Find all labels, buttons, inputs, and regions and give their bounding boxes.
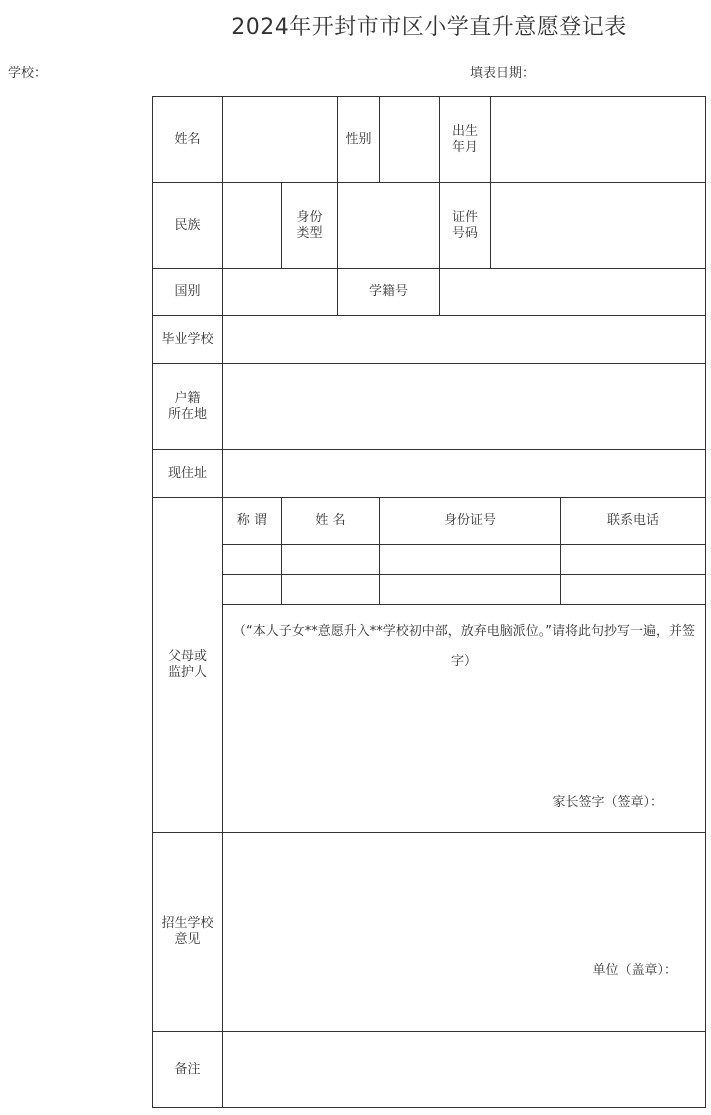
id-type-label-line2: 类型 [296,225,323,241]
registration-form [152,96,706,1108]
page-title: 2024年开封市市区小学直升意愿登记表 [231,15,627,40]
ethnicity-label: 民族 [153,183,223,269]
guardian2-id-field[interactable] [380,575,561,605]
remarks-label: 备注 [153,1032,223,1108]
gender-field[interactable] [380,97,440,183]
oath-instruction: （“本人子女**意愿升入**学校初中部，放弃电脑派位。”请将此句抄写一遍，并签字） [233,624,695,669]
admission-opinion-line1: 招生学校 [161,916,214,932]
guardian1-phone-field[interactable] [561,545,706,575]
cert-number-label-line1: 证件 [451,209,478,225]
birth-label-line2: 年月 [451,139,478,155]
hukou-label [153,364,223,450]
guardian2-phone-field[interactable] [561,575,706,605]
address-field[interactable] [223,450,706,498]
date-label: 填表日期： [470,66,536,81]
guardian-header-name: 姓 名 [282,498,380,545]
cert-number-label-line2: 号码 [451,225,478,241]
school-label: 学校： [8,66,48,81]
guardian-label [153,498,223,833]
remarks-field[interactable] [223,1032,706,1108]
nationality-field[interactable] [223,269,338,316]
unit-seal-label: 单位（盖章）： [592,963,677,979]
oath-area[interactable] [223,605,706,833]
admission-opinion-field[interactable] [223,833,706,1032]
guardian-header-phone: 联系电话 [561,498,706,545]
hukou-field[interactable] [223,364,706,450]
birth-field[interactable] [491,97,706,183]
birth-label [440,97,491,183]
address-label: 现住址 [153,450,223,498]
guardian-header-relation: 称 谓 [223,498,282,545]
guardian1-id-field[interactable] [380,545,561,575]
gender-label: 性别 [338,97,380,183]
birth-label-line1: 出生 [451,123,478,139]
graduate-school-label: 毕业学校 [153,316,223,364]
guardian2-relation-field[interactable] [223,575,282,605]
hukou-label-line1: 户籍 [174,390,201,406]
admission-opinion-line2: 意见 [174,932,201,947]
guardian2-name-field[interactable] [282,575,380,605]
guardian1-relation-field[interactable] [223,545,282,575]
name-field[interactable] [223,97,338,183]
ethnicity-field[interactable] [223,183,282,269]
guardian1-name-field[interactable] [282,545,380,575]
parent-signature-label: 家长签字（签章）： [552,795,663,810]
id-type-label [282,183,338,269]
id-type-label-line1: 身份 [296,209,323,225]
hukou-label-line2: 所在地 [167,406,207,422]
nationality-label: 国别 [153,269,223,316]
guardian-label-line1: 父母或 [167,649,207,665]
admission-opinion-label [153,833,223,1032]
graduate-school-field[interactable] [223,316,706,364]
student-number-field[interactable] [440,269,706,316]
id-type-field[interactable] [338,183,440,269]
name-label: 姓名 [153,97,223,183]
cert-number-label [440,183,491,269]
guardian-header-id: 身份证号 [380,498,561,545]
guardian-label-line2: 监护人 [167,665,207,680]
student-number-label: 学籍号 [338,269,440,316]
cert-number-field[interactable] [491,183,706,269]
